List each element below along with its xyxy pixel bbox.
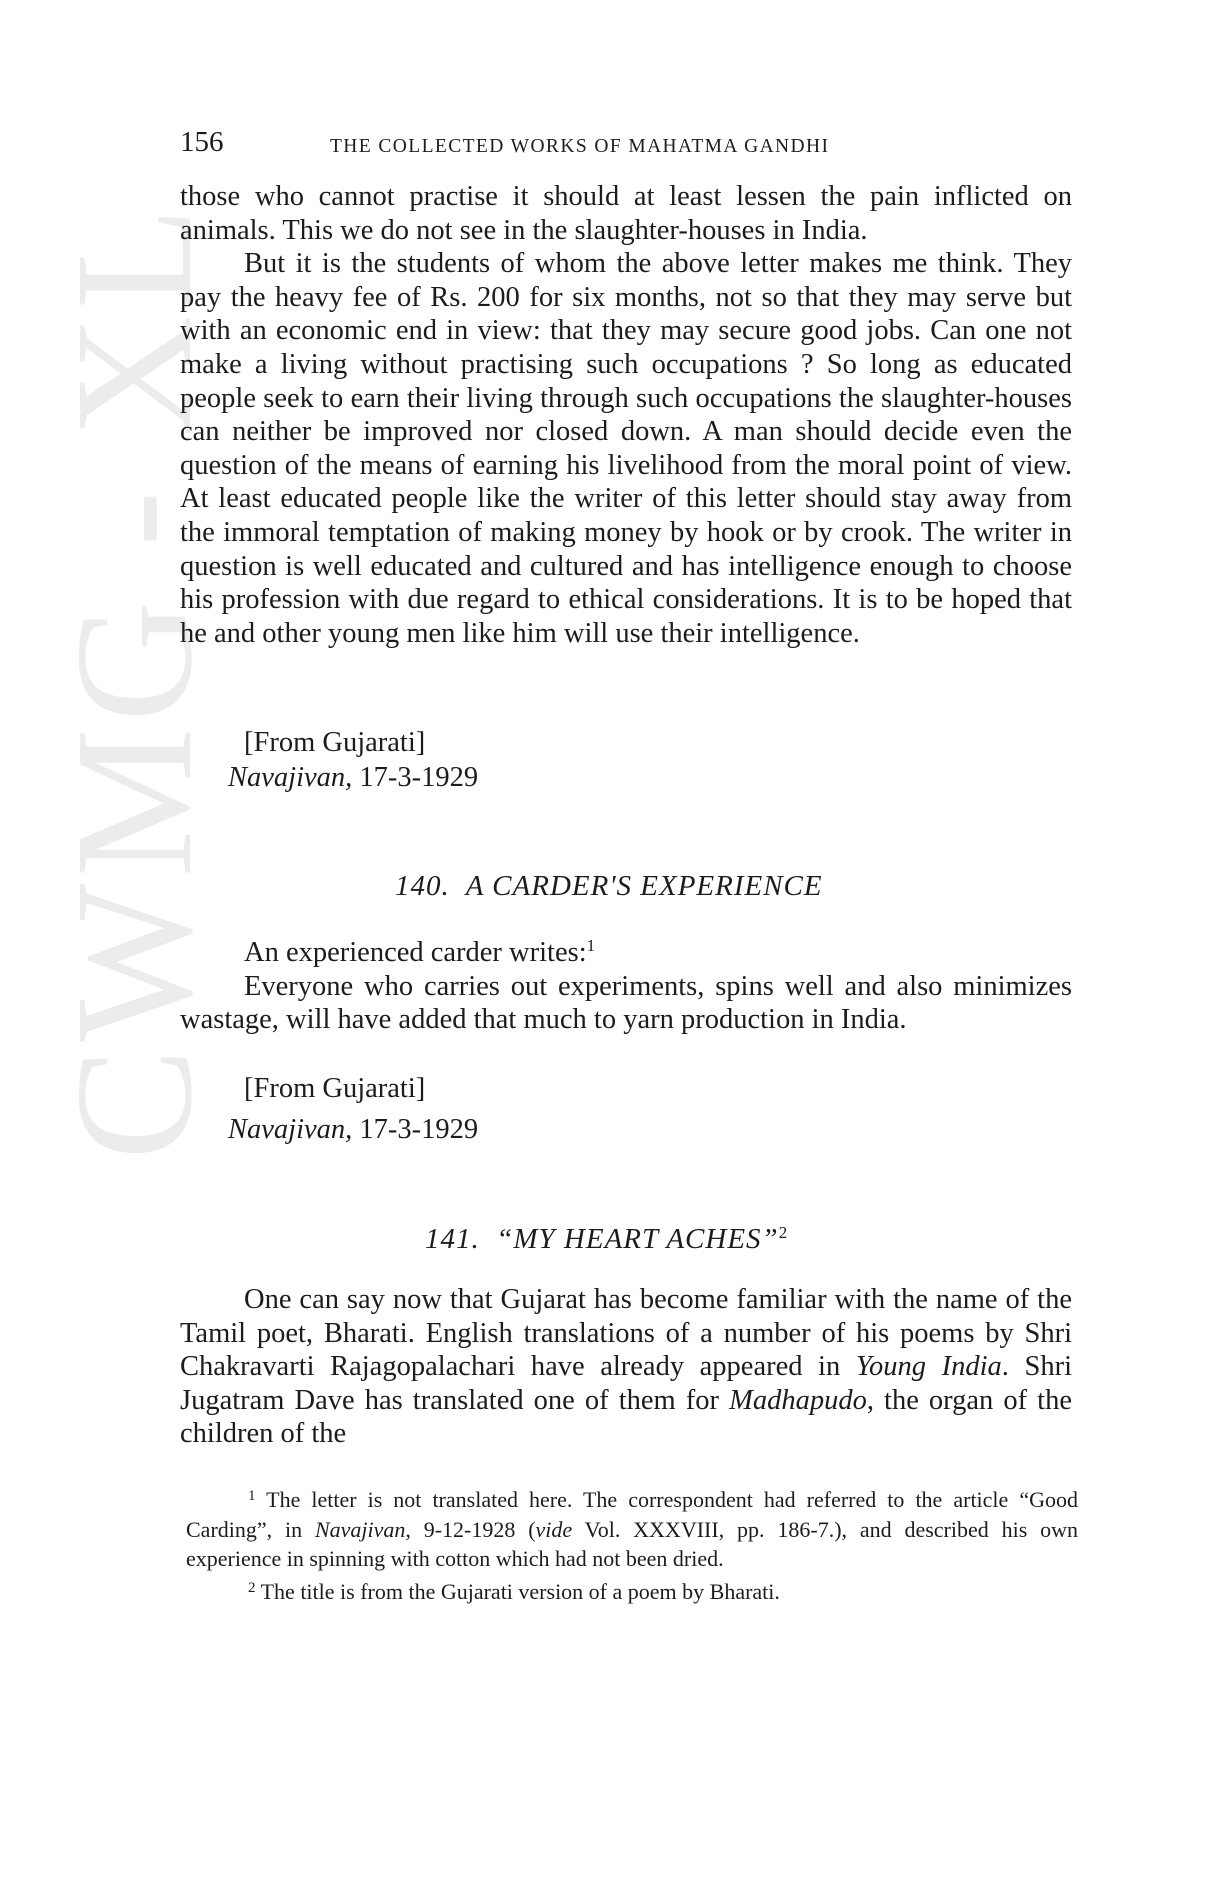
watermark: CWMG - XL bbox=[41, 200, 227, 1160]
section-number: 140. bbox=[395, 870, 450, 902]
paragraph-text: One can say now that Gujarat has become familiar with the name of the Tamil poet, Bharati. English translations of a number of his poems by Shri Chakravarti Rajagopalachari have already appeared in bbox=[180, 1284, 1072, 1383]
source-publication: Navajivan, bbox=[228, 762, 353, 793]
footnote-text: The title is from the Gujarati version of a poem by Bharati. bbox=[260, 1578, 780, 1604]
footnote-number: 1 bbox=[248, 1488, 256, 1504]
source-citation bbox=[228, 761, 478, 795]
section-title: “MY HEART ACHES” bbox=[496, 1223, 779, 1255]
footnote-text: Vol. XXXVIII, pp. 186-7.), and described his own experience in spinning with cotton which had not been dried. bbox=[186, 1516, 1079, 1571]
continued-article bbox=[180, 180, 1072, 650]
source-date: 17-3-1929 bbox=[359, 762, 479, 793]
section-141-body bbox=[180, 1283, 1072, 1451]
footnotes bbox=[186, 1482, 1078, 1606]
footnote-marker: 2 bbox=[778, 1223, 789, 1242]
section-heading-141 bbox=[425, 1223, 788, 1256]
paragraph: But it is the students of whom the above letter makes me think. They pay the heavy fee of Rs. 200 for six months, not so that they may serve but with an economic end in view: that they may secure good jobs. Can one not make a living without practising such occupations ? So long as educated people seek to earn their living through such occupations the slaughter-houses can neither be improved nor closed down. A man should decide even the question of the means of earning his livelihood from the moral point of view. At least educated people like the writer of this letter should stay away from the immoral temptation of making money by hook or by crook. The writer in question is well educated and cultured and has intelligence enough to choose his profession with due regard to ethical considerations. It is to be hoped that he and other young men like him will use their intelligence. bbox=[180, 248, 1072, 649]
source-citation bbox=[228, 1113, 478, 1147]
publication-title: Navajivan bbox=[314, 1516, 406, 1542]
footnote-number: 2 bbox=[248, 1579, 256, 1596]
section-number: 141. bbox=[425, 1223, 480, 1255]
footnote-term: vide bbox=[535, 1516, 573, 1542]
publication-title: Young India bbox=[855, 1351, 1002, 1383]
paragraph: Everyone who carries out experiments, spins well and also minimizes wastage, will have added that much to yarn production in India. bbox=[180, 970, 1072, 1036]
footnote-1 bbox=[186, 1482, 1078, 1574]
section-140-body bbox=[180, 929, 1072, 1037]
source-note: [From Gujarati] bbox=[244, 727, 426, 758]
section-heading-140 bbox=[395, 870, 823, 903]
paragraph-text: . Shri Jugatram Dave has translated one of them for bbox=[180, 1351, 1073, 1416]
publication-title: Madhapudo bbox=[729, 1384, 867, 1416]
paragraph bbox=[180, 1283, 1072, 1451]
running-title: THE COLLECTED WORKS OF MAHATMA GANDHI bbox=[330, 136, 830, 157]
paragraph: those who cannot practise it should at least lessen the pain inflicted on animals. This we do not see in the slaughter-houses in India. bbox=[180, 181, 1072, 246]
source-date: 17-3-1929 bbox=[359, 1114, 479, 1145]
footnote-text: , 9-12-1928 ( bbox=[405, 1516, 536, 1542]
section-title: A CARDER'S EXPERIENCE bbox=[465, 870, 823, 902]
source-publication: Navajivan, bbox=[228, 1114, 353, 1145]
page-header bbox=[180, 126, 1080, 166]
footnote-marker: 1 bbox=[586, 936, 596, 955]
paragraph bbox=[180, 929, 1072, 970]
page-number: 156 bbox=[180, 126, 224, 158]
paragraph-text: , the organ of the children of the bbox=[180, 1384, 1072, 1450]
footnote-2 bbox=[186, 1574, 1078, 1607]
footnote-text: The letter is not translated here. The correspondent had referred to the article “Good Carding”, in bbox=[186, 1487, 1078, 1542]
intro-text: An experienced carder writes: bbox=[244, 937, 587, 968]
source-note: [From Gujarati] bbox=[244, 1073, 426, 1104]
